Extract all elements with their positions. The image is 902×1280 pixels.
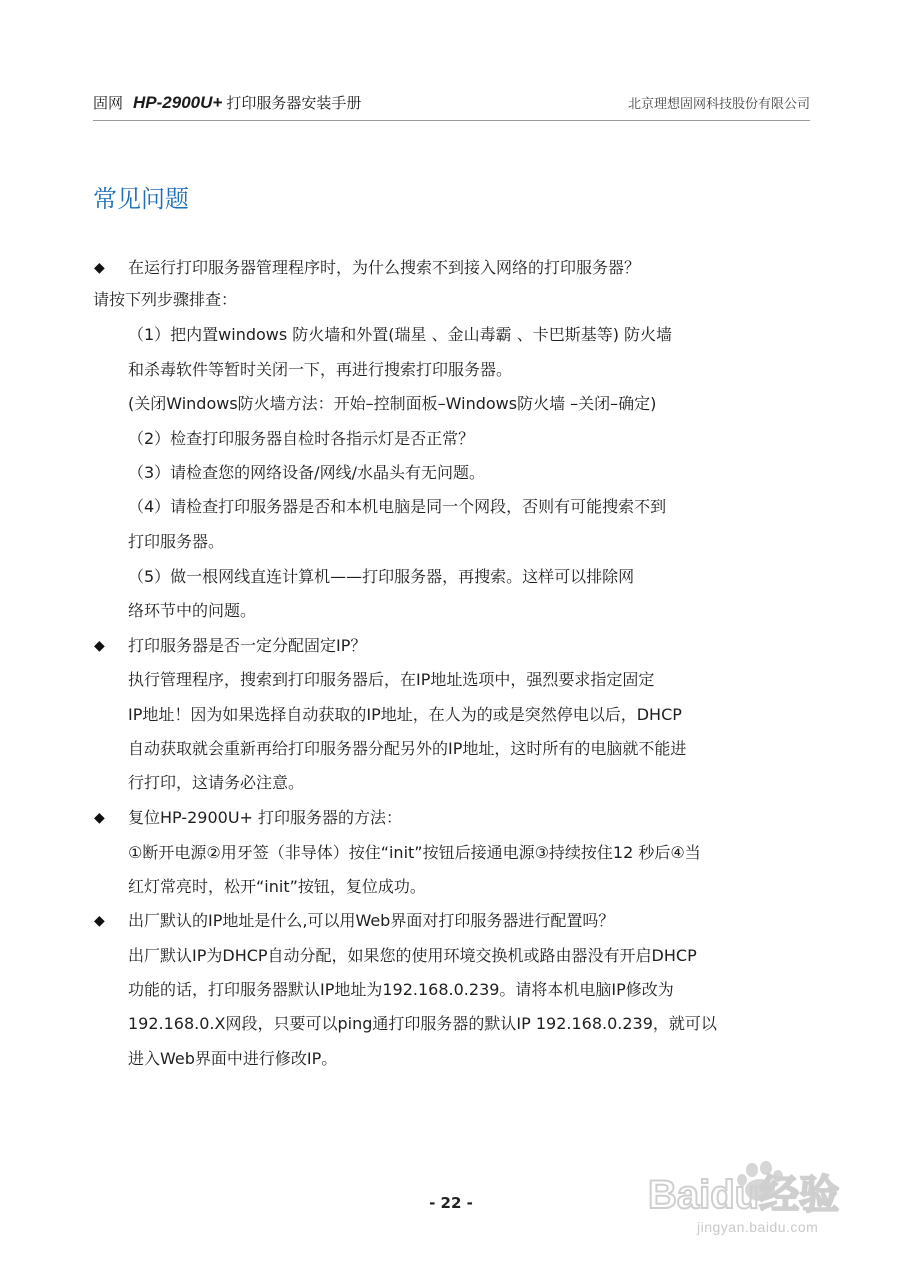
header-title: [93, 92, 361, 113]
faq-question-3: 复位HP-2900U+ 打印服务器的方法：: [128, 808, 403, 827]
faq-answer-line: 行打印，这请务必注意。: [128, 773, 305, 792]
faq-step-line: 打印服务器。: [128, 532, 225, 551]
diamond-icon: ◆: [94, 913, 105, 929]
faq-answer-line: 192.168.0.X网段，只要可以ping通打印服务器的默认IP 192.168.0.239，就可以: [128, 1014, 717, 1033]
faq-step-line: 络环节中的问题。: [128, 601, 257, 620]
header-prefix: 固网: [93, 94, 124, 112]
watermark-logo: [648, 1160, 848, 1216]
faq-answer-line: 进入Web界面中进行修改IP。: [128, 1049, 338, 1068]
diamond-icon: ◆: [94, 260, 105, 276]
faq-answer-line: 出厂默认IP为DHCP自动分配，如果您的使用环境交换机或路由器没有开启DHCP: [128, 946, 697, 965]
faq-question-4: 出厂默认的IP地址是什么,可以用Web界面对打印服务器进行配置吗？: [128, 911, 615, 930]
faq-answer-line: 自动获取就会重新再给打印服务器分配另外的IP地址，这时所有的电脑就不能进: [128, 739, 687, 758]
faq-question-2: 打印服务器是否一定分配固定IP？: [128, 636, 367, 655]
faq-step-line: （2）检查打印服务器自检时各指示灯是否正常？: [128, 429, 475, 448]
page-number: - 22 -: [429, 1194, 473, 1212]
header-suffix: 打印服务器安装手册: [226, 94, 362, 112]
header-divider: [93, 120, 810, 121]
page-header: [93, 92, 810, 114]
faq-answer-line: 执行管理程序，搜索到打印服务器后，在IP地址选项中，强烈要求指定固定: [128, 670, 655, 689]
diamond-icon: ◆: [94, 638, 105, 654]
faq-intro-1: 请按下列步骤排查：: [93, 290, 238, 309]
faq-answer-line: 功能的话，打印服务器默认IP地址为192.168.0.239。请将本机电脑IP修改为: [128, 980, 674, 999]
faq-answer-line: ①断开电源②用牙签（非导体）按住“init”按钮后接通电源③持续按住12 秒后④当: [128, 843, 701, 862]
diamond-icon: ◆: [94, 810, 105, 826]
header-company: 北京理想固网科技股份有限公司: [627, 97, 810, 112]
watermark-url: jingyan.baidu.com: [697, 1219, 819, 1235]
watermark-logo-text: Baidu经验: [648, 1173, 840, 1216]
faq-step-line: （1）把内置windows 防火墙和外置(瑞星 、金山毒霸 、卡巴斯基等) 防火墙: [128, 325, 673, 344]
header-model: HP-2900U+: [133, 93, 223, 112]
faq-step-line: 和杀毒软件等暂时关闭一下，再进行搜索打印服务器。: [128, 360, 513, 379]
faq-step-line: （3）请检查您的网络设备/网线/水晶头有无问题。: [128, 463, 485, 482]
faq-question-1: 在运行打印服务器管理程序时，为什么搜索不到接入网络的打印服务器？: [128, 258, 641, 277]
faq-answer-line: 红灯常亮时，松开“init”按钮，复位成功。: [128, 877, 426, 896]
faq-step-line: （4）请检查打印服务器是否和本机电脑是同一个网段，否则有可能搜索不到: [128, 497, 667, 516]
faq-step-line: (关闭Windows防火墙方法：开始–控制面板–Windows防火墙 –关闭–确定): [128, 394, 657, 413]
section-title: 常见问题: [93, 185, 189, 213]
faq-answer-line: IP地址！因为如果选择自动获取的IP地址，在人为的或是突然停电以后，DHCP: [128, 705, 682, 724]
faq-step-line: （5）做一根网线直连计算机——打印服务器，再搜索。这样可以排除网: [128, 567, 635, 586]
